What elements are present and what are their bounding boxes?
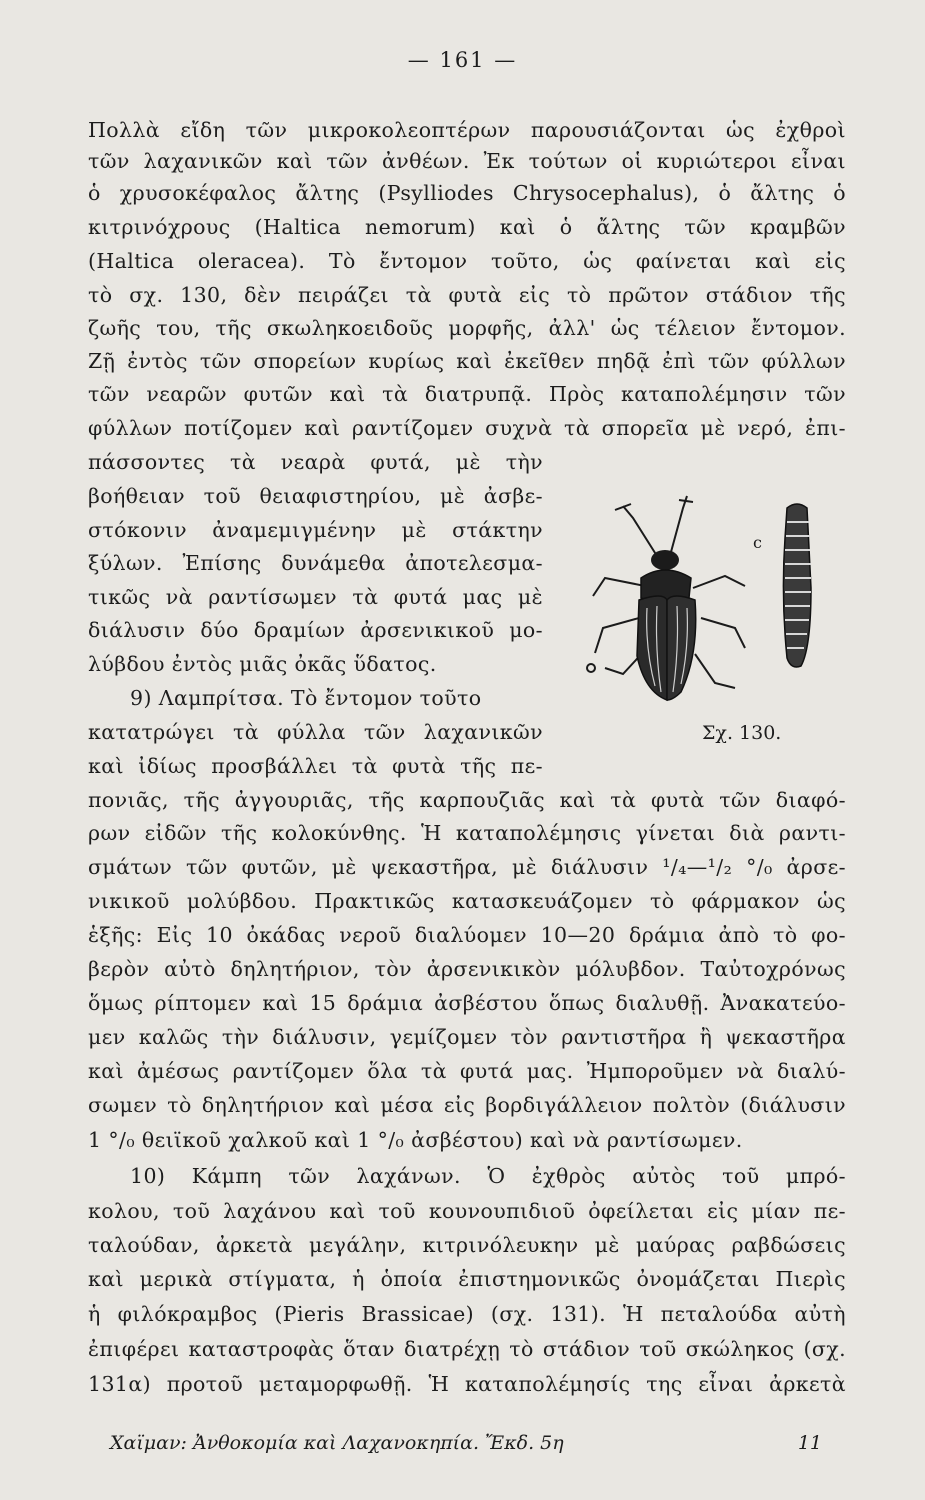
text-line: ἐπιφέρει καταστροφὰς ὅταν διατρέχῃ τὸ στάδιον τοῦ σκώληκος (σχ. [88, 1337, 846, 1361]
beetle-and-larva-illustration [575, 478, 843, 748]
text-line: ζωῆς του, τῆς σκωληκοειδοῦς μορφῆς, ἀλλ' ὡς τέλειον ἔντομον. [88, 316, 846, 340]
text-line: φύλλων ποτίζομεν καὶ ραντίζομεν συχνὰ τὰ σπορεῖα μὲ νερό, ἐπι- [88, 416, 846, 440]
text-line: τὸ σχ. 130, δὲν πειράζει τὰ φυτὰ εἰς τὸ πρῶτον στάδιον τῆς [88, 283, 846, 307]
text-line: σωμεν τὸ δηλητήριον καὶ μέσα εἰς βορδιγάλλειον πολτὸν (διάλυσιν [88, 1093, 846, 1117]
text-line: βοήθειαν τοῦ θειαφιστηρίου, μὲ ἀσβε- [88, 484, 543, 508]
text-line: κατατρώγει τὰ φύλλα τῶν λαχανικῶν [88, 720, 543, 744]
text-line: τικῶς νὰ ραντίσωμεν τὰ φυτά μας μὲ [88, 585, 543, 609]
page-footer [110, 1432, 822, 1454]
text-line: καὶ ἰδίως προσβάλλει τὰ φυτὰ τῆς πε- [88, 754, 543, 778]
text-line: Πολλὰ εἴδη τῶν μικροκολεοπτέρων παρουσιάζονται ὡς ἐχθροὶ [88, 118, 846, 142]
text-line: 131α) προτοῦ μεταμορφωθῇ. Ἡ καταπολέμησίς της εἶναι ἀρκετὰ [88, 1372, 846, 1396]
page-number: — 161 — [407, 48, 518, 72]
svg-text:c: c [753, 533, 762, 552]
text-line: κιτρινόχρους (Haltica nemorum) καὶ ὁ ἄλτης τῶν κραμβῶν [88, 215, 846, 239]
larva-shape [783, 504, 811, 667]
text-line: 1 °/₀ θειϊκοῦ χαλκοῦ καὶ 1 °/₀ ἀσβέστου) καὶ νὰ ραντίσωμεν. [88, 1128, 743, 1152]
text-line: μεν καλῶς τὴν διάλυσιν, γεμίζομεν τὸν ραντιστῆρα ἢ ψεκαστῆρα [88, 1025, 846, 1049]
text-line: ἡ φιλόκραμβος (Pieris Brassicae) (σχ. 131). Ἡ πεταλούδα αὐτὴ [88, 1302, 846, 1326]
figure-caption: Σχ. 130. [702, 722, 782, 744]
section-heading-line: 9) Λαμπρίτσα. Τὸ ἔντομον τοῦτο [130, 686, 482, 710]
signature-folio: 11 [797, 1432, 822, 1454]
text-line: βερὸν αὐτὸ δηλητήριον, τὸν ἀρσενικικὸν μόλυβδον. Ταὐτοχρόνως [88, 957, 846, 981]
text-line: Ζῇ ἐντὸς τῶν σπορείων κυρίως καὶ ἐκεῖθεν πηδᾷ ἐπὶ τῶν φύλλων [88, 349, 846, 373]
text-line: ταλούδαν, ἀρκετὰ μεγάλην, κιτρινόλευκην μὲ μαύρας ραβδώσεις [88, 1233, 846, 1257]
text-line: νικικοῦ μολύβδου. Πρακτικῶς κατασκευάζομεν τὸ φάρμακον ὡς [88, 889, 846, 913]
text-line: τῶν λαχανικῶν καὶ τῶν ἀνθέων. Ἐκ τούτων οἱ κυριώτεροι εἶναι [88, 149, 846, 173]
text-line: λύβδου ἐντὸς μιᾶς ὀκᾶς ὕδατος. [88, 652, 437, 676]
text-line: ὅμως ρίπτομεν καὶ 15 δράμια ἀσβέστου ὅπως διαλυθῇ. Ἀνακατεύο- [88, 991, 846, 1015]
text-line: (Haltica oleracea). Τὸ ἔντομον τοῦτο, ὡς φαίνεται καὶ εἰς [88, 249, 846, 273]
text-line: ὁ χρυσοκέφαλος ἄλτης (Psylliodes Chrysocephalus), ὁ ἄλτης ὁ [88, 181, 846, 205]
section-heading-line: 10) Κάμπη τῶν λαχάνων. Ὁ ἐχθρὸς αὐτὸς τοῦ μπρό- [130, 1164, 846, 1188]
text-line: σμάτων τῶν φυτῶν, μὲ ψεκαστῆρα, μὲ διάλυσιν ¹/₄—¹/₂ °/₀ ἀρσε- [88, 855, 846, 879]
text-line: κολου, τοῦ λαχάνου καὶ τοῦ κουνουπιδιοῦ ὀφείλεται εἰς μίαν πε- [88, 1199, 846, 1223]
text-line: ἑξῆς: Εἰς 10 ὀκάδας νεροῦ διαλύομεν 10—20 δράμια ἀπὸ τὸ φο- [88, 923, 846, 947]
text-line: στόκονιν ἀναμεμιγμένην μὲ στάκτην [88, 518, 543, 542]
text-line: διάλυσιν δύο δραμίων ἀρσενικικοῦ μο- [88, 618, 543, 642]
text-line: τῶν νεαρῶν φυτῶν καὶ τὰ διατρυπᾷ. Πρὸς καταπολέμησιν τῶν [88, 382, 846, 406]
text-line: πονιᾶς, τῆς ἀγγουριᾶς, τῆς καρπουζιᾶς καὶ τὰ φυτὰ τῶν διαφό- [88, 788, 846, 812]
footer-signature: Χαϊμαν: Ἀνθοκομία καὶ Λαχανοκηπία. Ἔκδ. 5η [110, 1432, 564, 1454]
text-line: καὶ μερικὰ στίγματα, ἡ ὁποία ἐπιστημονικῶς ὀνομάζεται Πιερὶς [88, 1267, 846, 1291]
text-line: ρων εἰδῶν τῆς κολοκύνθης. Ἡ καταπολέμησις γίνεται διὰ ραντι- [88, 821, 846, 845]
text-line: πάσσοντες τὰ νεαρὰ φυτά, μὲ τὴν [88, 450, 543, 474]
beetle-head-shape [651, 550, 679, 570]
text-line: ξύλων. Ἐπίσης δυνάμεθα ἀποτελεσμα- [88, 551, 543, 575]
text-line: καὶ ἀμέσως ραντίζομεν ὅλα τὰ φυτά μας. Ἠμποροῦμεν νὰ διαλύ- [88, 1059, 846, 1083]
